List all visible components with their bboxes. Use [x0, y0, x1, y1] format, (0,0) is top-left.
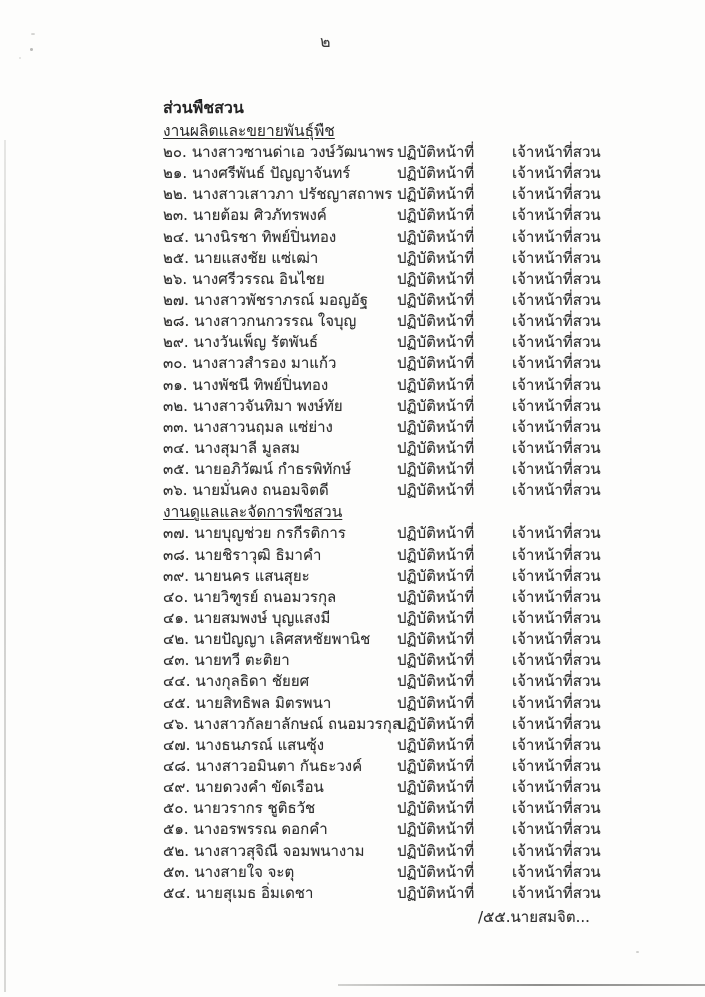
person-name: นางพัชนี ทิพย์ปิ่นทอง [192, 375, 329, 394]
person-name: นางอรพรรณ ดอกคำ [193, 820, 328, 839]
roster-row [163, 819, 668, 840]
row-number: ๒๙. [163, 333, 189, 352]
position-text: เจ้าหน้าที่สวน [512, 672, 601, 691]
scan-speck [31, 33, 35, 35]
person-name: นายปัญญา เลิศสหชัยพานิช [194, 630, 371, 649]
duty-text: ปฏิบัติหน้าที่ [397, 566, 475, 585]
row-number: ๕๒. [163, 841, 190, 860]
roster-row [163, 714, 668, 735]
group-heading: งานผลิตและขยายพันธุ์พืช [163, 122, 335, 140]
row-number: ๕๓. [163, 862, 190, 881]
person-name: นายแสงชัย แซ่เฒ่า [194, 248, 319, 267]
duty-text: ปฏิบัติหน้าที่ [397, 735, 475, 754]
duty-text: ปฏิบัติหน้าที่ [397, 375, 475, 394]
roster-row [163, 269, 668, 290]
roster-row [163, 566, 668, 587]
position-text: เจ้าหน้าที่สวน [512, 375, 601, 394]
duty-text: ปฏิบัติหน้าที่ [397, 672, 475, 691]
person-name: นายมั่นคง ถนอมจิตดี [192, 481, 329, 500]
roster-row [163, 290, 668, 311]
roster-row [163, 459, 668, 480]
position-text: เจ้าหน้าที่สวน [512, 735, 601, 754]
position-text: เจ้าหน้าที่สวน [512, 417, 601, 436]
person-name: นายสุเมธ อิ่มเดชา [195, 883, 314, 902]
duty-text: ปฏิบัติหน้าที่ [397, 778, 475, 797]
person-name: นางสาวนฤมล แซ่ย่าง [193, 417, 333, 436]
roster-row [163, 629, 668, 650]
person-name: นางสุมาลี มูลสม [194, 438, 300, 457]
position-text: เจ้าหน้าที่สวน [512, 883, 601, 902]
position-text: เจ้าหน้าที่สวน [512, 354, 601, 373]
row-number: ๒๕. [163, 248, 190, 267]
duty-text: ปฏิบัติหน้าที่ [397, 227, 475, 246]
person-name: นายอภิวัฒน์ กำธรพิทักษ์ [194, 460, 352, 479]
roster-row [163, 777, 668, 798]
position-text: เจ้าหน้าที่สวน [512, 227, 601, 246]
person-name: นายทวี ตะติยา [194, 651, 290, 670]
duty-text: ปฏิบัติหน้าที่ [397, 269, 475, 288]
scan-speck [19, 57, 21, 59]
group-heading: งานดูแลและจัดการพืชสวน [163, 503, 343, 522]
roster-row [163, 248, 668, 269]
person-name: นางสาวกัลยาลักษณ์ ถนอมวรกุล [193, 714, 401, 733]
position-text: เจ้าหน้าที่สวน [512, 206, 601, 225]
duty-text: ปฏิบัติหน้าที่ [397, 524, 475, 543]
duty-text: ปฏิบัติหน้าที่ [397, 841, 475, 860]
person-name: นายชิราวุฒิ ธิมาคำ [194, 545, 322, 564]
row-number: ๓๑. [163, 375, 188, 394]
duty-text: ปฏิบัติหน้าที่ [397, 799, 475, 818]
footer-continuation: /๕๕.นายสมจิต... [478, 908, 590, 926]
duty-text: ปฏิบัติหน้าที่ [397, 820, 475, 839]
person-name: นางศรีวรรณ อินไชย [192, 269, 325, 288]
roster-row [163, 375, 668, 396]
duty-text: ปฏิบัติหน้าที่ [397, 185, 475, 204]
position-text: เจ้าหน้าที่สวน [512, 460, 601, 479]
roster-row [163, 311, 668, 332]
scan-edge-line-left [4, 140, 6, 992]
roster-row [163, 841, 668, 862]
row-number: ๒๑. [163, 164, 188, 183]
roster-row [163, 163, 668, 184]
person-name: นางสาวพัชราภรณ์ มอญอัฐ [193, 290, 369, 309]
person-name: นางสาวเสาวภา ปรัชญาสถาพร [192, 185, 393, 204]
duty-text: ปฏิบัติหน้าที่ [397, 756, 475, 775]
duty-text: ปฏิบัติหน้าที่ [397, 206, 475, 225]
row-number: ๔๗. [163, 735, 191, 754]
person-name: นางสาวสุจิณี จอมพนางาม [194, 841, 365, 860]
row-number: ๓๕. [163, 460, 190, 479]
position-text: เจ้าหน้าที่สวน [512, 396, 601, 415]
roster-row [163, 671, 668, 692]
position-text: เจ้าหน้าที่สวน [512, 312, 601, 331]
duty-text: ปฏิบัติหน้าที่ [397, 862, 475, 881]
person-name: นายสิทธิพล มิตรพนา [195, 693, 332, 712]
person-name: นายดวงคำ ขัดเรือน [195, 778, 324, 797]
row-number: ๓๘. [163, 545, 190, 564]
duty-text: ปฏิบัติหน้าที่ [397, 481, 475, 500]
person-name: นางสาวจันทิมา พงษ์ทัย [192, 396, 343, 415]
duty-text: ปฏิบัติหน้าที่ [397, 630, 475, 649]
person-name: นายนคร แสนสุยะ [194, 566, 310, 585]
person-name: นายบุญช่วย กรกีรติการ [194, 524, 346, 543]
row-number: ๔๘. [163, 756, 191, 775]
row-number: ๔๓. [163, 651, 190, 670]
row-number: ๔๒. [163, 630, 190, 649]
roster-row [163, 480, 668, 501]
person-name: นางกุลธิดา ชัยยศ [195, 672, 310, 691]
duty-text: ปฏิบัติหน้าที่ [397, 333, 475, 352]
scan-edge-line-bottom [338, 984, 705, 986]
duty-text: ปฏิบัติหน้าที่ [397, 545, 475, 564]
row-number: ๕๑. [163, 820, 189, 839]
row-number: ๕๐. [163, 799, 189, 818]
row-number: ๒๖. [163, 269, 188, 288]
roster-row [163, 353, 668, 374]
duty-text: ปฏิบัติหน้าที่ [397, 354, 475, 373]
person-name: นายวรากร ชูติธวัช [193, 799, 316, 818]
duty-text: ปฏิบัติหน้าที่ [397, 460, 475, 479]
row-number: ๒๘. [163, 312, 190, 331]
position-text: เจ้าหน้าที่สวน [512, 269, 601, 288]
roster-row [163, 545, 668, 566]
position-text: เจ้าหน้าที่สวน [512, 164, 601, 183]
duty-text: ปฏิบัติหน้าที่ [397, 143, 475, 161]
row-number: ๓๓. [163, 417, 189, 436]
position-text: เจ้าหน้าที่สวน [512, 799, 601, 818]
duty-text: ปฏิบัติหน้าที่ [397, 883, 475, 902]
roster-row [163, 587, 668, 608]
roster-row [163, 205, 668, 226]
roster-row [163, 608, 668, 629]
roster-row [163, 417, 668, 438]
position-text: เจ้าหน้าที่สวน [512, 438, 601, 457]
position-text: เจ้าหน้าที่สวน [512, 778, 601, 797]
position-text: เจ้าหน้าที่สวน [512, 693, 601, 712]
row-number: ๒๗. [163, 290, 189, 309]
duty-text: ปฏิบัติหน้าที่ [397, 608, 475, 627]
person-name: นายวิฑูรย์ ถนอมวรกุล [193, 587, 337, 606]
row-number: ๔๖. [163, 714, 189, 733]
row-number: ๒๒. [163, 185, 188, 204]
duty-text: ปฏิบัติหน้าที่ [397, 290, 475, 309]
document-content [163, 96, 668, 904]
roster-row [163, 798, 668, 819]
position-text: เจ้าหน้าที่สวน [512, 545, 601, 564]
position-text: เจ้าหน้าที่สวน [512, 756, 601, 775]
row-number: ๓๐. [163, 354, 188, 373]
roster-row [163, 438, 668, 459]
position-text: เจ้าหน้าที่สวน [512, 333, 601, 352]
position-text: เจ้าหน้าที่สวน [512, 290, 601, 309]
row-number: ๔๐. [163, 587, 189, 606]
position-text: เจ้าหน้าที่สวน [512, 248, 601, 267]
person-name: นายต้อม ศิวภัทรพงค์ [192, 206, 327, 225]
person-name: นางนิรชา ทิพย์ปิ่นทอง [194, 227, 337, 246]
section-title: ส่วนพืชสวน [163, 98, 244, 117]
duty-text: ปฏิบัติหน้าที่ [397, 587, 475, 606]
row-number: ๔๔. [163, 672, 191, 691]
row-number: ๓๙. [163, 566, 190, 585]
duty-text: ปฏิบัติหน้าที่ [397, 396, 475, 415]
person-name: นายสมพงษ์ บุญแสงมี [193, 608, 331, 627]
page-number: ๒ [320, 32, 331, 51]
position-text: เจ้าหน้าที่สวน [512, 608, 601, 627]
row-number: ๔๕. [163, 693, 191, 712]
row-number: ๓๗. [163, 524, 190, 543]
position-text: เจ้าหน้าที่สวน [512, 651, 601, 670]
person-name: นางสาวกนกวรรณ ใจบุญ [194, 312, 357, 331]
position-text: เจ้าหน้าที่สวน [512, 143, 601, 161]
row-number: ๒๐. [163, 143, 187, 161]
position-text: เจ้าหน้าที่สวน [512, 524, 601, 543]
roster-row [163, 184, 668, 205]
person-name: นางศรีพันธ์ ปัญญาจันทร์ [192, 164, 351, 183]
position-text: เจ้าหน้าที่สวน [512, 820, 601, 839]
person-name: นางสายใจ จะตุ [194, 862, 295, 881]
duty-text: ปฏิบัติหน้าที่ [397, 248, 475, 267]
roster-row [163, 883, 668, 904]
person-name: นางสาวซานด่าเอ วงษ์วัฒนาพร [191, 143, 394, 161]
row-number: ๓๖. [163, 481, 188, 500]
position-text: เจ้าหน้าที่สวน [512, 185, 601, 204]
duty-text: ปฏิบัติหน้าที่ [397, 312, 475, 331]
roster-row [163, 862, 668, 883]
roster-groups [163, 120, 668, 904]
duty-text: ปฏิบัติหน้าที่ [397, 693, 475, 712]
person-name: นางธนภรณ์ แสนซุ้ง [195, 735, 325, 754]
duty-text: ปฏิบัติหน้าที่ [397, 651, 475, 670]
roster-row [163, 523, 668, 544]
roster-row [163, 227, 668, 248]
position-text: เจ้าหน้าที่สวน [512, 714, 601, 733]
roster-row [163, 756, 668, 777]
duty-text: ปฏิบัติหน้าที่ [397, 164, 475, 183]
roster-row [163, 693, 668, 714]
position-text: เจ้าหน้าที่สวน [512, 841, 601, 860]
row-number: ๓๒. [163, 396, 188, 415]
duty-text: ปฏิบัติหน้าที่ [397, 714, 475, 733]
person-name: นางสาวอมินตา กันธะวงค์ [195, 756, 363, 775]
roster-row [163, 142, 668, 163]
duty-text: ปฏิบัติหน้าที่ [397, 438, 475, 457]
roster-row [163, 332, 668, 353]
duty-text: ปฏิบัติหน้าที่ [397, 417, 475, 436]
roster-row [163, 396, 668, 417]
row-number: ๔๙. [163, 778, 191, 797]
position-text: เจ้าหน้าที่สวน [512, 630, 601, 649]
roster-row [163, 650, 668, 671]
position-text: เจ้าหน้าที่สวน [512, 481, 601, 500]
row-number: ๒๔. [163, 227, 190, 246]
position-text: เจ้าหน้าที่สวน [512, 566, 601, 585]
row-number: ๓๔. [163, 438, 190, 457]
position-text: เจ้าหน้าที่สวน [512, 587, 601, 606]
scan-speck [636, 951, 639, 953]
scan-speck [30, 48, 33, 51]
row-number: ๒๓. [163, 206, 188, 225]
person-name: นางสาวสำรอง มาแก้ว [192, 354, 337, 373]
person-name: นางวันเพ็ญ รัตพันธ์ [193, 333, 318, 352]
roster-row [163, 735, 668, 756]
row-number: ๕๔. [163, 883, 191, 902]
position-text: เจ้าหน้าที่สวน [512, 862, 601, 881]
row-number: ๔๑. [163, 608, 189, 627]
